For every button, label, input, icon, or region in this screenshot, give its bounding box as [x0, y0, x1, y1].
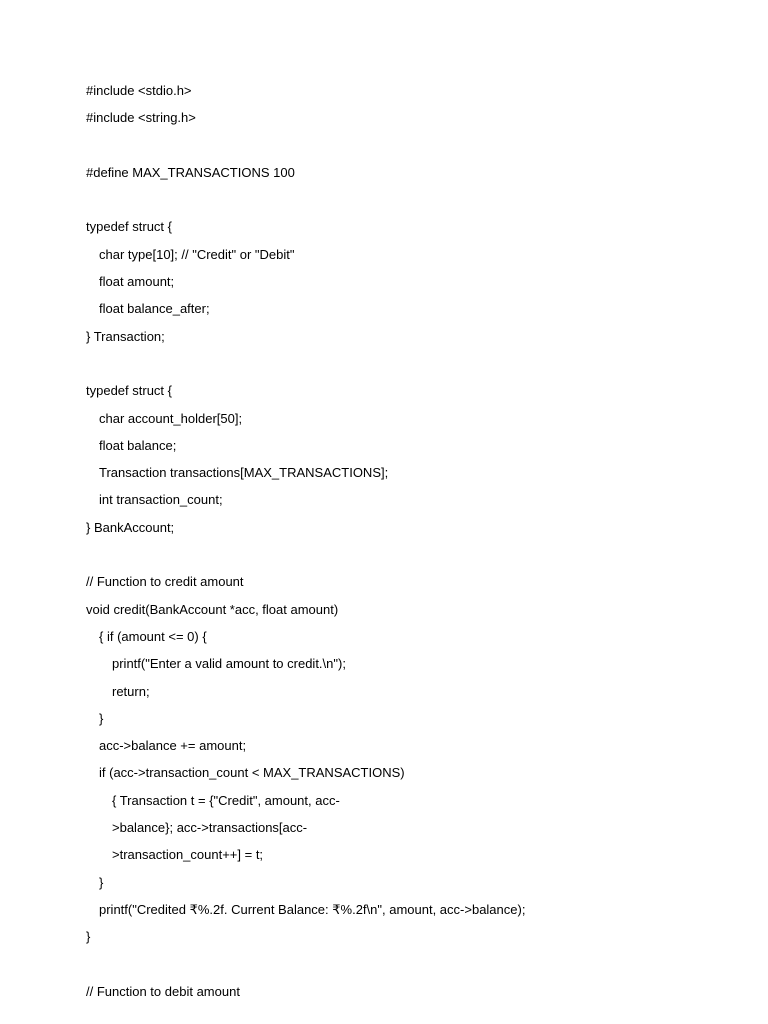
blank-line: [86, 353, 746, 380]
code-line: } Transaction;: [86, 328, 165, 344]
code-line: float amount;: [99, 274, 175, 290]
code-line: }: [86, 929, 91, 945]
code-line: printf("Enter a valid amount to credit.\n");: [112, 656, 346, 672]
code-line: if (acc->transaction_count < MAX_TRANSACTIONS): [99, 765, 405, 781]
code-line: return;: [112, 683, 150, 699]
code-line: Transaction transactions[MAX_TRANSACTIONS];: [99, 465, 389, 481]
code-line: #include <string.h>: [86, 110, 196, 126]
code-listing: [86, 80, 746, 1008]
blank-line: [86, 189, 746, 216]
code-line: #define MAX_TRANSACTIONS 100: [86, 164, 295, 180]
code-line: char account_holder[50];: [99, 410, 243, 426]
code-line: typedef struct {: [86, 219, 172, 235]
code-line: >transaction_count++] = t;: [112, 847, 264, 863]
code-line: int transaction_count;: [99, 492, 223, 508]
code-line: { Transaction t = {"Credit", amount, acc-: [112, 792, 340, 808]
code-line: typedef struct {: [86, 383, 172, 399]
code-line: } BankAccount;: [86, 519, 175, 535]
code-line: }: [99, 874, 104, 890]
code-line: char type[10]; // "Credit" or "Debit": [99, 246, 295, 262]
code-line: void credit(BankAccount *acc, float amount): [86, 601, 339, 617]
code-line: >balance}; acc->transactions[acc-: [112, 820, 308, 836]
blank-line: [86, 135, 746, 162]
code-line: float balance;: [99, 437, 177, 453]
code-line: { if (amount <= 0) {: [99, 628, 207, 644]
code-comment: // Function to credit amount: [86, 574, 244, 590]
code-line: }: [99, 710, 104, 726]
blank-line: [86, 954, 746, 981]
code-line: float balance_after;: [99, 301, 210, 317]
code-line: acc->balance += amount;: [99, 738, 247, 754]
blank-line: [86, 544, 746, 571]
code-line: #include <stdio.h>: [86, 83, 192, 98]
code-comment: // Function to debit amount: [86, 983, 240, 999]
code-line: printf("Credited ₹%.2f. Current Balance: ₹%.2f\n", amount, acc->balance);: [99, 901, 526, 917]
